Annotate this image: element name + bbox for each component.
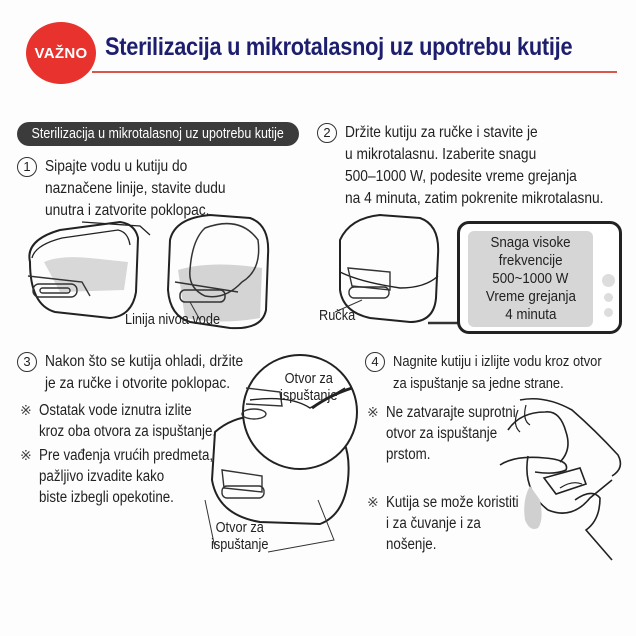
note-line: pažljivo izvadite kako — [39, 468, 165, 485]
step-1-line: unutra i zatvorite poklopac. — [45, 202, 210, 219]
step-number-2: 2 — [317, 123, 337, 143]
label-line: Otvor za — [284, 371, 333, 387]
step-1-line: naznačene linije, stavite dudu — [45, 180, 226, 197]
label-line: ispuštanje — [280, 388, 338, 404]
step-number-1: 1 — [17, 157, 37, 177]
note-line: Pre vađenja vrućih predmeta, — [39, 447, 214, 464]
display-line: Snaga visoke — [490, 235, 571, 251]
handle-label: Ručka — [319, 308, 356, 324]
badge-label: VAŽNO — [34, 44, 88, 62]
note-mark-icon: ※ — [20, 447, 32, 463]
step-2-line: u mikrotalasnu. Izaberite snagu — [345, 146, 537, 163]
label-line: Otvor za — [215, 520, 264, 536]
display-line: 4 minuta — [504, 307, 557, 323]
section-title: Sterilizacija u mikrotalasnoj uz upotrebu kutije — [31, 126, 285, 142]
page-title: Sterilizacija u mikrotalasnoj uz upotrebu kutije — [105, 33, 573, 61]
note-line: Ostatak vode iznutra izlite — [39, 402, 192, 419]
step-2-line: na 4 minuta, zatim pokrenite mikrotalasnu. — [345, 190, 604, 207]
note-line: i za čuvanje i za — [386, 515, 481, 532]
note-line: kroz oba otvora za ispuštanje. — [39, 423, 217, 440]
step-number-4: 4 — [365, 352, 385, 372]
step-3-line: Nakon što se kutija ohladi, držite — [45, 353, 244, 370]
step-4-line: za ispuštanje sa jedne strane. — [393, 375, 564, 392]
note-mark-icon: ※ — [20, 402, 32, 418]
step-2-line: Držite kutiju za ručke i stavite je — [345, 124, 538, 141]
step-4-line: Nagnite kutiju i izlijte vodu kroz otvor — [393, 353, 602, 370]
step-number-3: 3 — [17, 352, 37, 372]
note-line: Ne zatvarajte suprotni — [386, 404, 516, 421]
note-mark-icon: ※ — [367, 494, 379, 510]
display-line: Vreme grejanja — [485, 289, 576, 305]
note-line: Kutija se može koristiti — [386, 494, 519, 511]
step-1-line: Sipajte vodu u kutiju do — [45, 158, 188, 175]
note-line: prstom. — [386, 446, 431, 463]
label-line: ispuštanje — [211, 537, 269, 553]
water-line-label: Linija nivoa vode — [125, 312, 221, 328]
step-2-line: 500–1000 W, podesite vreme grejanja — [345, 168, 577, 185]
display-line: frekvencije — [498, 253, 563, 269]
step-3-line: je za ručke i otvorite poklopac. — [45, 375, 231, 392]
note-line: biste izbegli opekotine. — [39, 489, 174, 506]
note-line: otvor za ispuštanje — [386, 425, 498, 442]
note-mark-icon: ※ — [367, 404, 379, 420]
display-line: 500~1000 W — [492, 271, 569, 287]
note-line: nošenje. — [386, 536, 437, 553]
